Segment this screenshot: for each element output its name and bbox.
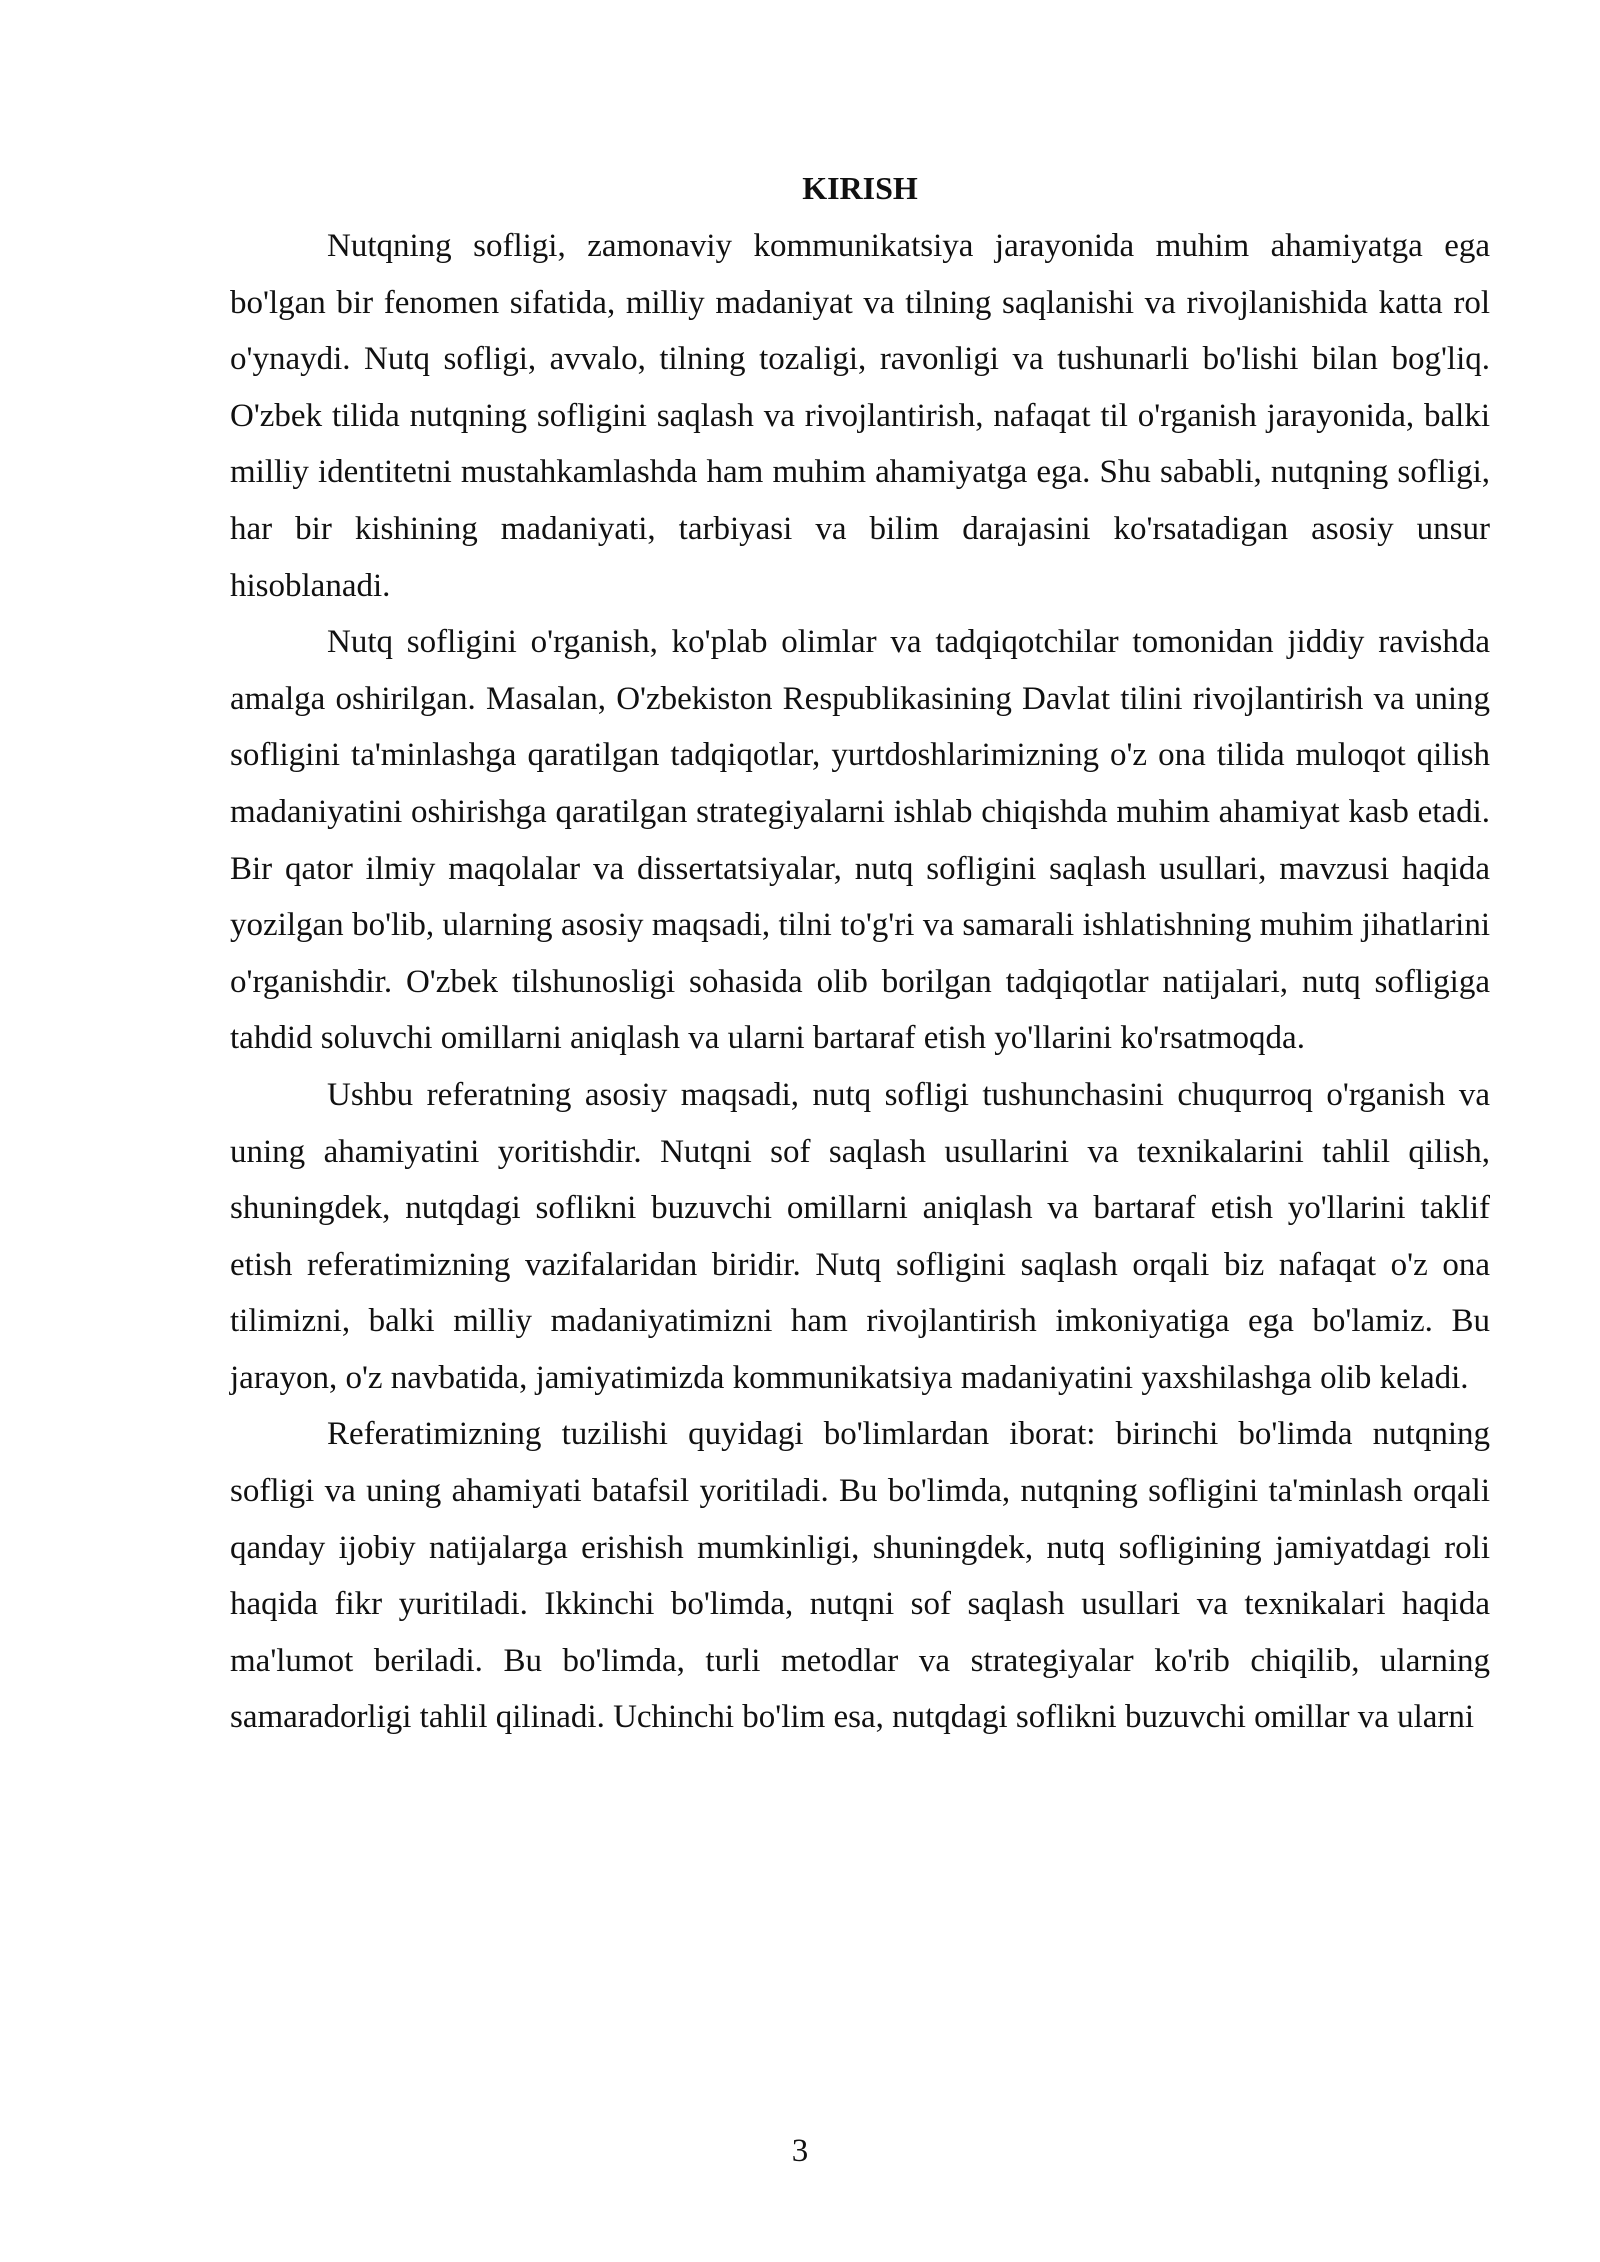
- paragraph-1: Nutqning sofligi, zamonaviy kommunikatsiya jarayonida muhim ahamiyatga ega bo'lgan bir fenomen sifatida, milliy madaniyat va tilning saqlanishi va rivojlanishida katta rol o'ynaydi. Nutq sofligi, avvalo, tilning tozaligi, ravonligi va tushunarli bo'lishi bilan bog'liq. O'zbek tilida nutqning sofligini saqlash va rivojlantirish, nafaqat til o'rganish jarayonida, balki milliy identitetni mustahkamlashda ham muhim ahamiyatga ega. Shu sababli, nutqning sofligi, har bir kishining madaniyati, tarbiyasi va bilim darajasini ko'rsatadigan asosiy unsur hisoblanadi.: [230, 228, 1490, 604]
- page-content: [230, 160, 1490, 1746]
- page-number: 3: [791, 2133, 809, 2169]
- section-title: KIRISH: [802, 170, 918, 206]
- paragraph-4: Referatimizning tuzilishi quyidagi bo'limlardan iborat: birinchi bo'limda nutqning sofligi va uning ahamiyati batafsil yoritiladi. Bu bo'limda, nutqning sofligini ta'minlash orqali qanday ijobiy natijalarga erishish mumkinligi, shuningdek, nutq sofligining jamiyatdagi roli haqida fikr yuritiladi. Ikkinchi bo'limda, nutqni sof saqlash usullari va texnikalari haqida ma'lumot beriladi. Bu bo'limda, turli metodlar va strategiyalar ko'rib chiqilib, ularning samaradorligi tahlil qilinadi. Uchinchi bo'lim esa, nutqdagi soflikni buzuvchi omillar va ularni: [230, 1416, 1490, 1736]
- paragraph-2: Nutq sofligini o'rganish, ko'plab olimlar va tadqiqotchilar tomonidan jiddiy ravishda amalga oshirilgan. Masalan, O'zbekiston Respublikasining Davlat tilini rivojlantirish va uning sofligini ta'minlashga qaratilgan tadqiqotlar, yurtdoshlarimizning o'z ona tilida muloqot qilish madaniyatini oshirishga qaratilgan strategiyalarni ishlab chiqishda muhim ahamiyat kasb etadi. Bir qator ilmiy maqolalar va dissertatsiyalar, nutq sofligini saqlash usullari, mavzusi haqida yozilgan bo'lib, ularning asosiy maqsadi, tilni to'g'ri va samarali ishlatishning muhim jihatlarini o'rganishdir. O'zbek tilshunosligi sohasida olib borilgan tadqiqotlar natijalari, nutq sofligiga tahdid soluvchi omillarni aniqlash va ularni bartaraf etish yo'llarini ko'rsatmoqda.: [230, 624, 1490, 1057]
- paragraph-3: Ushbu referatning asosiy maqsadi, nutq sofligi tushunchasini chuqurroq o'rganish va uning ahamiyatini yoritishdir. Nutqni sof saqlash usullarini va texnikalarini tahlil qilish, shuningdek, nutqdagi soflikni buzuvchi omillarni aniqlash va bartaraf etish yo'llarini taklif etish referatimizning vazifalaridan biridir. Nutq sofligini saqlash orqali biz nafaqat o'z ona tilimizni, balki milliy madaniyatimizni ham rivojlantirish imkoniyatiga ega bo'lamiz. Bu jarayon, o'z navbatida, jamiyatimizda kommunikatsiya madaniyatini yaxshilashga olib keladi.: [230, 1076, 1490, 1396]
